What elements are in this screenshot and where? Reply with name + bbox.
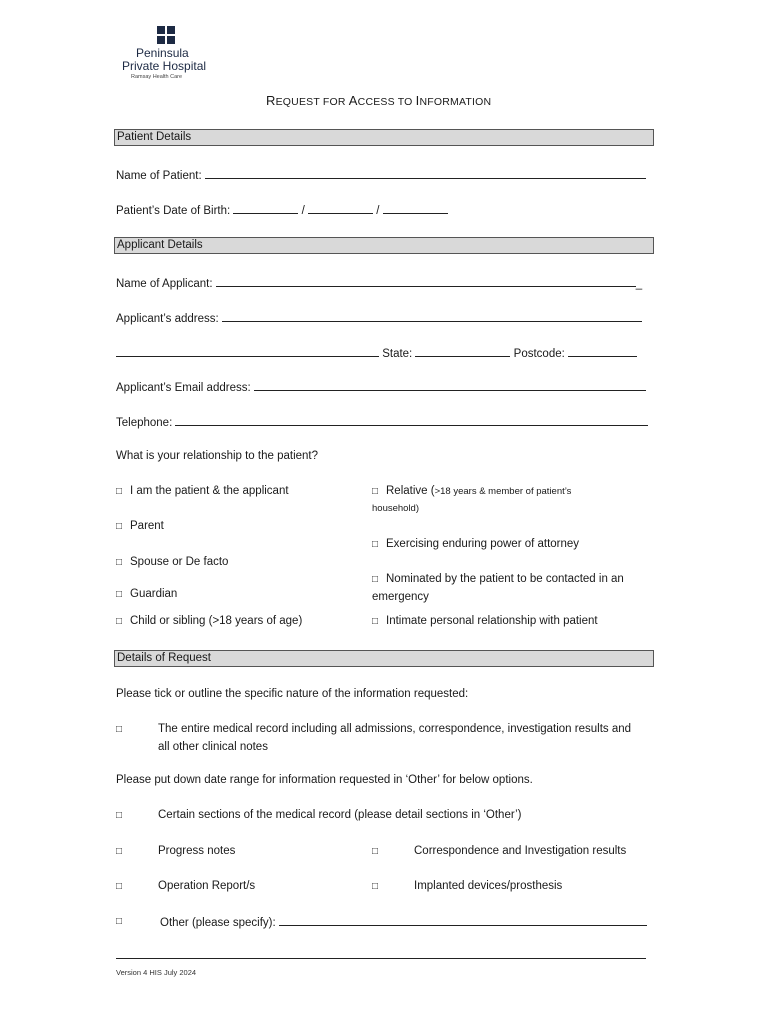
option-entire-record-text: The entire medical record including all admissions, correspondence, investigation results and (158, 723, 632, 735)
option-child[interactable]: □ Child or sibling (>18 years of age) (116, 615, 303, 627)
state-label: State: (382, 348, 413, 360)
option-guardian[interactable]: □ Guardian (116, 588, 178, 600)
option-other-checkbox[interactable] (116, 914, 130, 929)
postcode-label: Postcode: (513, 348, 565, 360)
address-line2-field[interactable] (116, 345, 379, 357)
telephone-row (116, 414, 648, 430)
logo-name-line2: Private Hospital (122, 59, 207, 73)
checkbox-icon[interactable]: □ (116, 486, 123, 497)
applicant-name-row: Name of Applicant: _ (116, 275, 642, 291)
logo-name-line1: Peninsula (136, 46, 189, 60)
option-self[interactable]: □ I am the patient & the applicant (116, 485, 289, 497)
option-attorney[interactable]: □ Exercising enduring power of attorney (372, 538, 580, 550)
checkbox-icon[interactable]: □ (372, 539, 379, 550)
checkbox-icon[interactable]: □ (116, 846, 123, 857)
checkbox-icon[interactable]: □ (372, 574, 379, 585)
form-title: REQUEST FOR ACCESS TO INFORMATION (266, 93, 492, 108)
telephone-label: Telephone: (116, 417, 173, 429)
checkbox-icon[interactable]: □ (116, 557, 123, 568)
checkbox-icon[interactable]: □ (372, 881, 379, 892)
checkbox-icon[interactable]: □ (372, 616, 379, 627)
applicant-email-row (116, 379, 646, 395)
other-specify-field[interactable] (279, 914, 647, 926)
dob-year-field[interactable] (383, 202, 448, 214)
section-header-applicant: Applicant Details (114, 237, 654, 254)
checkbox-icon[interactable]: □ (116, 589, 123, 600)
option-other-label: Other (please specify): (160, 917, 276, 929)
option-operation-checkbox[interactable] (116, 879, 130, 894)
patient-dob-label: Patient’s Date of Birth: (116, 205, 231, 217)
telephone-field[interactable] (175, 414, 648, 426)
applicant-name-field[interactable] (216, 275, 636, 287)
patient-name-label: Name of Patient: (116, 170, 202, 182)
option-sections-checkbox[interactable] (116, 808, 130, 823)
checkbox-icon[interactable]: □ (116, 616, 123, 627)
checkbox-icon[interactable]: □ (372, 486, 379, 497)
checkbox-icon[interactable]: □ (116, 881, 123, 892)
option-nominated[interactable]: □ Nominated by the patient to be contacted in an (372, 573, 624, 585)
option-sections-text: Certain sections of the medical record (please detail sections in ‘Other’) (158, 809, 522, 821)
option-progress-text: Progress notes (158, 845, 236, 857)
option-correspondence-checkbox[interactable] (372, 844, 386, 859)
applicant-address-field[interactable] (222, 310, 642, 322)
option-nominated-line2: emergency (372, 591, 429, 603)
applicant-email-field[interactable] (254, 379, 646, 391)
applicant-address-row (116, 310, 642, 326)
section-header-patient: Patient Details (114, 129, 654, 146)
option-correspondence-text: Correspondence and Investigation results (414, 845, 627, 857)
patient-name-row (116, 167, 646, 183)
option-implanted-checkbox[interactable] (372, 879, 386, 894)
dob-month-field[interactable] (308, 202, 373, 214)
postcode-field[interactable] (568, 345, 637, 357)
option-entire-record[interactable] (116, 722, 130, 737)
option-other-row (160, 914, 647, 930)
checkbox-icon[interactable]: □ (372, 846, 379, 857)
option-relative-line2: household) (372, 503, 420, 514)
other-specify-line2[interactable] (116, 958, 646, 959)
state-field[interactable] (415, 345, 510, 357)
logo-tagline: Ramsay Health Care (131, 74, 183, 80)
option-progress-checkbox[interactable] (116, 844, 130, 859)
address-line2-row (116, 345, 637, 361)
option-intimate[interactable]: □ Intimate personal relationship with patient (372, 615, 598, 627)
version-footer: Version 4 HIS July 2024 (116, 968, 197, 977)
applicant-address-label: Applicant’s address: (116, 313, 219, 325)
request-instruction: Please tick or outline the specific nature of the information requested: (116, 688, 469, 700)
patient-name-field[interactable] (205, 167, 646, 179)
option-entire-record-text-2: all other clinical notes (158, 741, 268, 753)
section-header-request: Details of Request (114, 650, 654, 667)
option-implanted-text: Implanted devices/prosthesis (414, 880, 563, 892)
option-parent[interactable]: □ Parent (116, 520, 164, 532)
dob-day-field[interactable] (233, 202, 298, 214)
checkbox-icon[interactable]: □ (116, 521, 123, 532)
checkbox-icon[interactable]: □ (116, 724, 123, 735)
checkbox-icon[interactable]: □ (116, 810, 123, 821)
relationship-question: What is your relationship to the patient? (116, 450, 319, 462)
option-relative[interactable]: □ Relative (>18 years & member of patient’s (372, 485, 572, 497)
applicant-name-label: Name of Applicant: (116, 278, 213, 290)
checkbox-icon[interactable]: □ (116, 916, 123, 927)
logo-cross-icon (157, 26, 176, 45)
date-range-instruction: Please put down date range for information requested in ‘Other’ for below options. (116, 774, 533, 786)
option-operation-text: Operation Report/s (158, 880, 256, 892)
patient-dob-row: Patient’s Date of Birth: / / (116, 202, 448, 218)
option-spouse[interactable]: □ Spouse or De facto (116, 556, 229, 568)
applicant-email-label: Applicant’s Email address: (116, 382, 251, 394)
